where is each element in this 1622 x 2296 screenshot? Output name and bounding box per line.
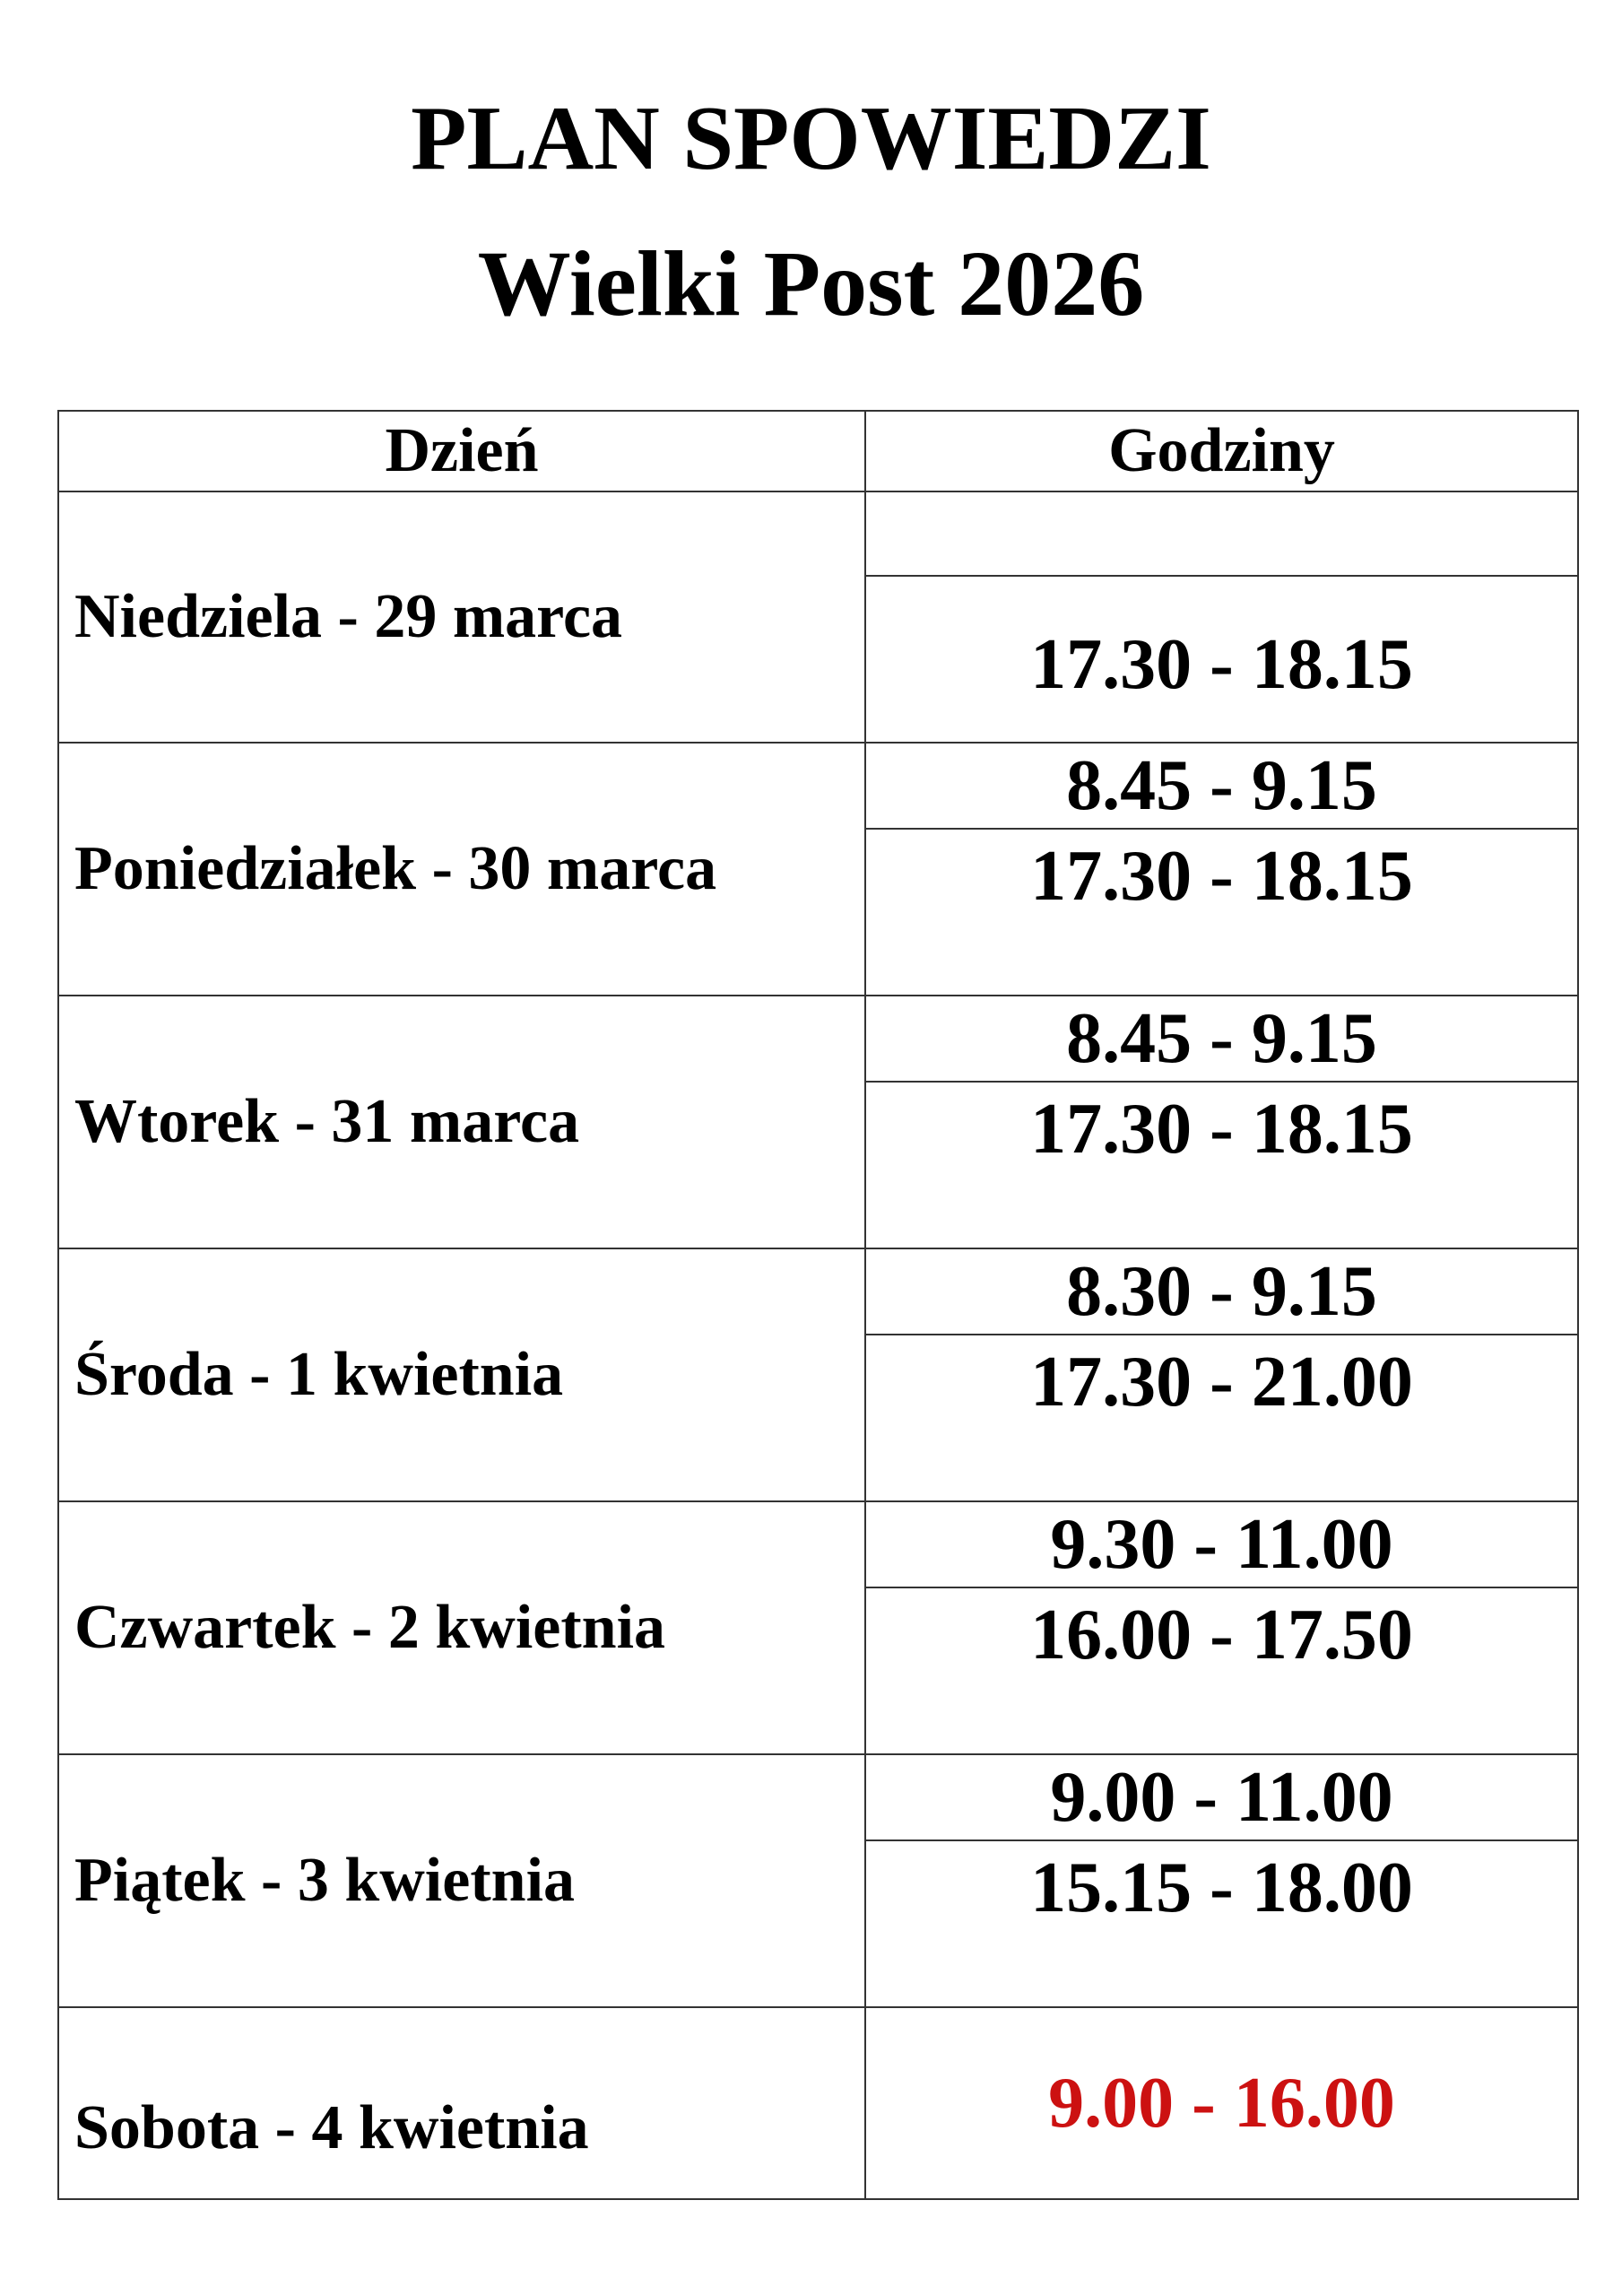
table-row (58, 1501, 1578, 1587)
day-label: Środa - 1 kwietnia (58, 1248, 865, 1501)
time-slot: 8.45 - 9.15 (865, 996, 1578, 1082)
time-slot: 15.15 - 18.00 (865, 1840, 1578, 2007)
time-slot: 9.30 - 11.00 (865, 1501, 1578, 1587)
page-subtitle: Wielki Post 2026 (477, 232, 1145, 335)
page-title: PLAN SPOWIEDZI (411, 88, 1211, 189)
time-slot: 8.45 - 9.15 (865, 743, 1578, 829)
day-label: Wtorek - 31 marca (58, 996, 865, 1248)
table-row (58, 743, 1578, 829)
header-day: Dzień (58, 411, 865, 491)
time-slot: 9.00 - 11.00 (865, 1754, 1578, 1840)
day-label: Niedziela - 29 marca (58, 491, 865, 743)
time-slot: 17.30 - 18.15 (865, 1082, 1578, 1248)
table-row (58, 996, 1578, 1082)
time-slot-highlighted: 9.00 - 16.00 (865, 2007, 1578, 2199)
day-label: Piątek - 3 kwietnia (58, 1754, 865, 2007)
day-label: Sobota - 4 kwietnia (58, 2007, 865, 2199)
confession-schedule-table (57, 410, 1579, 2200)
time-slot (865, 491, 1578, 576)
time-slot: 17.30 - 18.15 (865, 829, 1578, 996)
header-hours: Godziny (865, 411, 1578, 491)
table-row (58, 491, 1578, 576)
table-header-row (58, 411, 1578, 491)
table-row (58, 2007, 1578, 2199)
day-label: Poniedziałek - 30 marca (58, 743, 865, 996)
table-row (58, 1754, 1578, 1840)
time-slot: 8.30 - 9.15 (865, 1248, 1578, 1335)
time-slot: 17.30 - 21.00 (865, 1335, 1578, 1501)
time-slot: 17.30 - 18.15 (865, 576, 1578, 743)
table-row (58, 1248, 1578, 1335)
time-slot: 16.00 - 17.50 (865, 1587, 1578, 1754)
day-label: Czwartek - 2 kwietnia (58, 1501, 865, 1754)
